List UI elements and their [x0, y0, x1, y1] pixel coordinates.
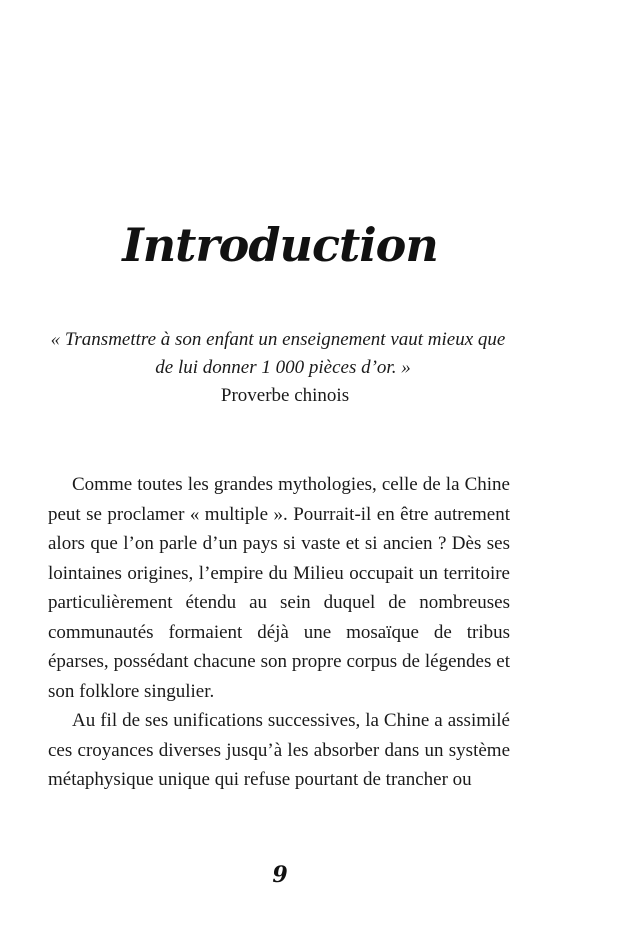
epigraph-attribution: Proverbe chinois [220, 385, 350, 406]
epigraph-quote-line-1: « Transmettre à son enfant un enseignement vaut mieux que [50, 329, 506, 350]
body-text [48, 470, 510, 795]
chapter-title: Introduction [122, 218, 438, 272]
page-number: 9 [272, 862, 288, 888]
body-paragraph: Comme toutes les grandes mythologies, celle de la Chine peut se proclamer « multiple ». Pourrait-il en être autrement alors que l’on parle d’un pays si vaste et si ancien ? Dès ses lointaines origines, l’empire du Milieu occupait un territoire particulièrement étendu au sein duquel de nombreuses communautés formaient déjà une mosaïque de tribus éparses, possédant chacune son propre corpus de légendes et son folklore singulier. [48, 474, 510, 702]
epigraph-quote-line-2: de lui donner 1 000 pièces d’or. » [155, 357, 411, 378]
epigraph [50, 326, 518, 410]
body-paragraph: Au fil de ses unifications successives, la Chine a assimilé ces croyances diverses jusqu’à les absorber dans un système métaphysique unique qui refuse pourtant de trancher ou [48, 710, 510, 790]
